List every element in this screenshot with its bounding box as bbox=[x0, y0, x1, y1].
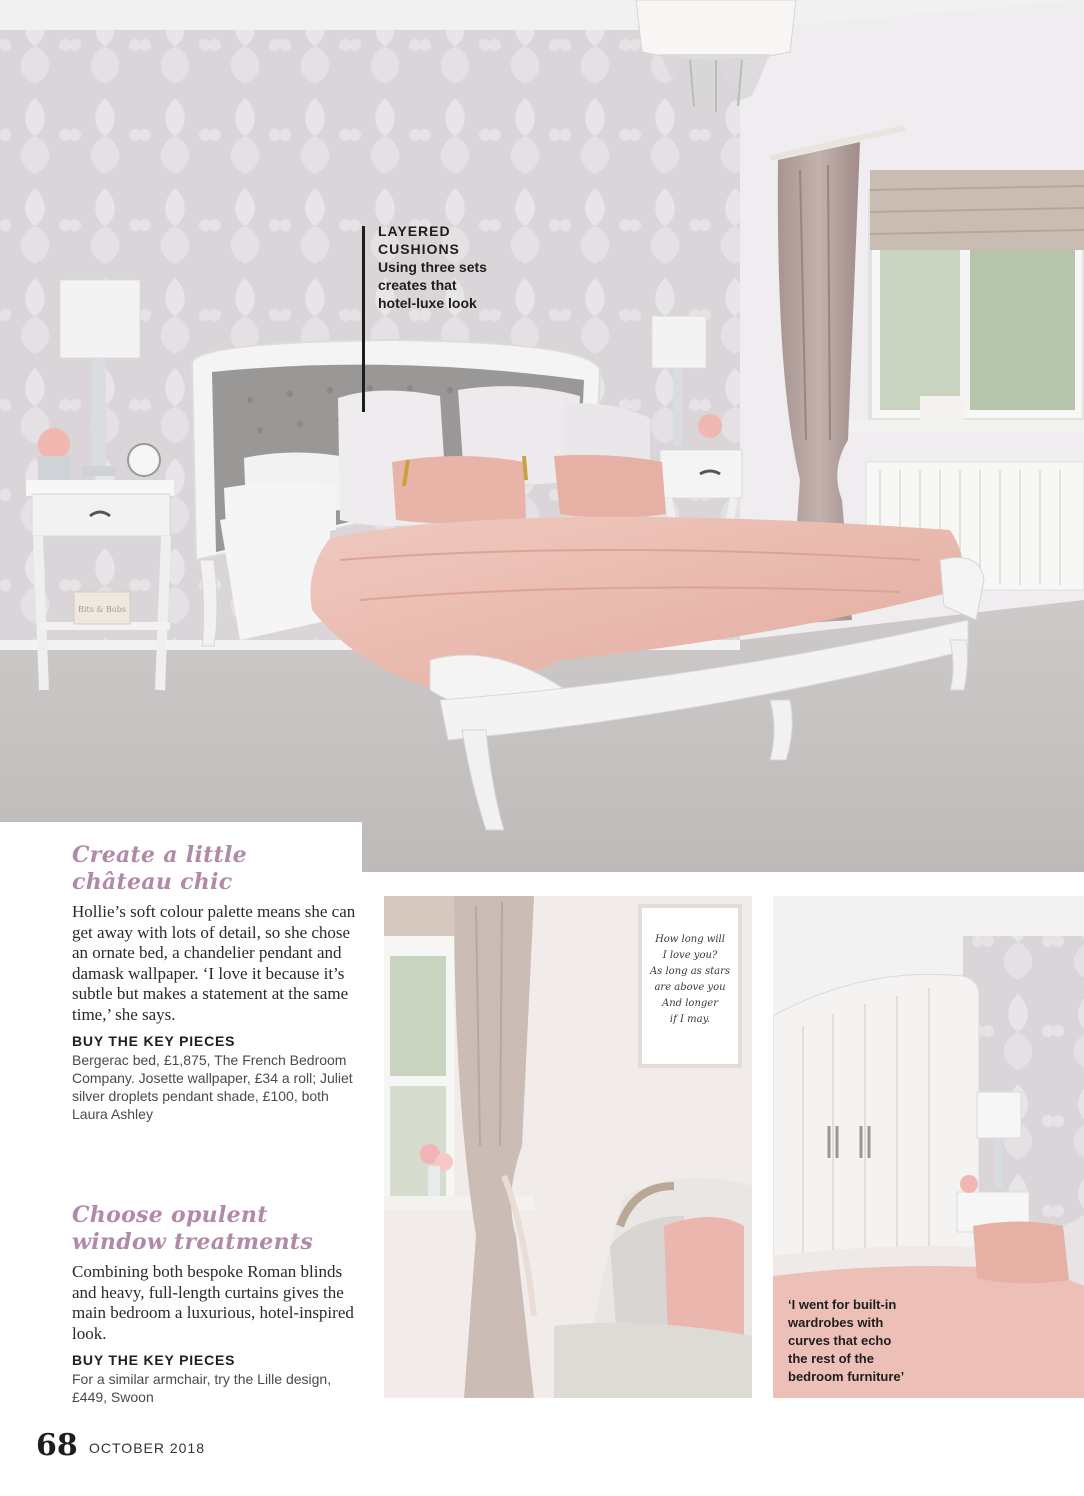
section2-buy-text: For a similar armchair, try the Lille design, £449, Swoon bbox=[72, 1371, 332, 1405]
section2-heading bbox=[72, 1202, 362, 1256]
print-line6: if I may. bbox=[669, 1014, 711, 1025]
cushions-callout bbox=[378, 222, 538, 312]
section1-buy-text: Bergerac bed, £1,875, The French Bedroom Company. Josette wallpaper, £34 a roll; Juliet silver droplets pendant shade, £100, both Laura Ashley bbox=[72, 1052, 353, 1122]
callout-body-line2: creates that bbox=[378, 277, 457, 293]
page-number: 68 bbox=[36, 1428, 78, 1463]
section1-heading bbox=[72, 842, 362, 896]
print-line1: How long will bbox=[655, 934, 725, 945]
print-line4: are above you bbox=[654, 982, 726, 993]
window bbox=[830, 170, 1084, 432]
section1-body: Hollie’s soft colour palette means she can get away with lots of detail, so she chose an ornate bed, a chandelier pendant and damask wallpaper. ‘I love it because it’s subtle but makes a statement at the same time,’ she says. bbox=[72, 902, 356, 1024]
callout-title-line1: LAYERED bbox=[378, 223, 451, 239]
wardrobe-quote bbox=[788, 1296, 928, 1386]
quote-line1: ‘I went for built-in bbox=[788, 1297, 897, 1312]
print-line3: As long as stars bbox=[649, 966, 731, 977]
quote-line3: curves that echo bbox=[788, 1333, 892, 1348]
issue-date: OCTOBER 2018 bbox=[89, 1440, 206, 1456]
quote-line5: bedroom furniture’ bbox=[788, 1369, 905, 1384]
window-armchair-illustration bbox=[384, 896, 752, 1398]
window-armchair-photo bbox=[384, 896, 752, 1398]
section2-heading-line1: Choose opulent bbox=[72, 1202, 268, 1228]
section-window-treatments bbox=[72, 1202, 362, 1406]
quote-line2: wardrobes with bbox=[788, 1315, 884, 1330]
section1-buy-title: BUY THE KEY PIECES bbox=[72, 1033, 236, 1049]
section2-buy-title: BUY THE KEY PIECES bbox=[72, 1352, 236, 1368]
callout-pointer-line bbox=[362, 226, 365, 412]
callout-body-line1: Using three sets bbox=[378, 259, 487, 275]
callout-body-line3: hotel-luxe look bbox=[378, 295, 477, 311]
section2-body: Combining both bespoke Roman blinds and heavy, full-length curtains gives the main bedroom a luxurious, hotel-inspired look. bbox=[72, 1262, 354, 1343]
print-line5: And longer bbox=[661, 998, 719, 1009]
quote-line4: the rest of the bbox=[788, 1351, 874, 1366]
print-line2: I love you? bbox=[662, 950, 718, 961]
section1-heading-line1: Create a little bbox=[72, 842, 247, 868]
box-label-text: Bits & Bobs bbox=[78, 605, 126, 614]
callout-title-line2: CUSHIONS bbox=[378, 241, 460, 257]
section2-heading-line2: window treatments bbox=[72, 1229, 314, 1255]
section-chateau-chic bbox=[72, 842, 362, 1123]
section1-heading-line2: château chic bbox=[72, 869, 233, 895]
